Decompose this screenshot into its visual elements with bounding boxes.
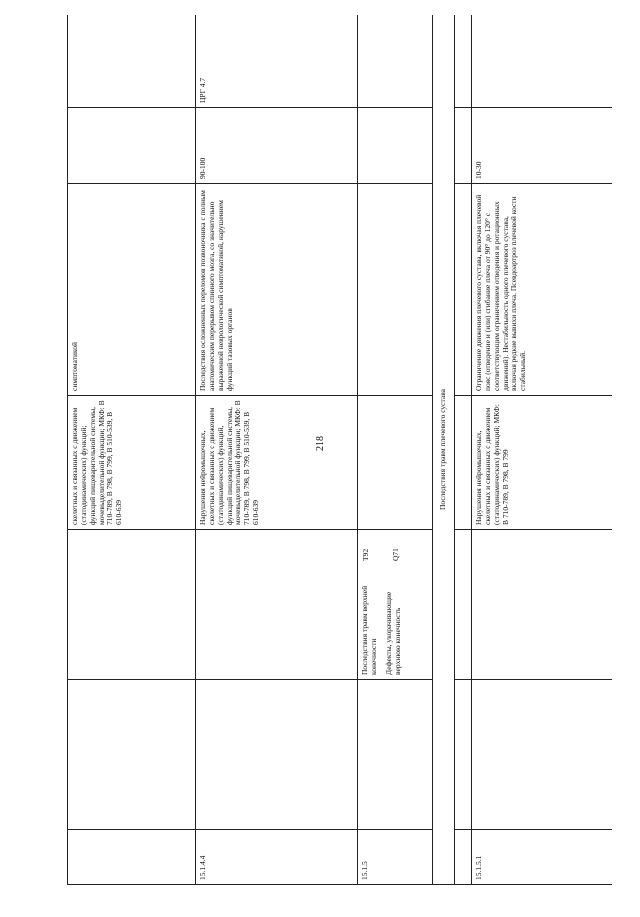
cell-functions: Нарушения нейромышечных, скелетных и связанных с движением (статодинамических) функций; МКФ: B 710-789, B 798, B 799: [472, 396, 613, 530]
cell-description: Последствия осложненных переломов позвоночника с полным анатомическим перерывом спинного мозга, со значительно выраженной неврологической симптоматикой, нарушением функций тазовых органов: [196, 184, 358, 396]
cell-code: 15.1.4.4: [196, 830, 358, 885]
cell-percent: [358, 108, 433, 184]
cell-spacer: [455, 830, 472, 885]
cell-spacer: [455, 530, 472, 680]
cell-clause: ЦРГ 4.7: [196, 15, 358, 108]
cell-code: [68, 830, 196, 885]
cell-clause: [472, 15, 613, 108]
cell-description: симптоматикой: [68, 184, 196, 396]
table-row: [358, 15, 433, 885]
cell-nosology: [68, 530, 196, 680]
icd-code-2: Q71: [391, 548, 400, 561]
table-row: [472, 15, 613, 885]
rotated-table-container: [67, 15, 612, 885]
cell-spacer: [455, 184, 472, 396]
nosology-text: Последствия травм верхней конечности: [360, 585, 378, 675]
cell-nosology: [358, 530, 433, 680]
cell-code: 15.1.5.1: [472, 830, 613, 885]
cell-nosology: [196, 530, 358, 680]
cell-description: Ограничение движения плечевого сустава, включая плечевой пояс (отведение и (или) сгибание плеча от 90° до 120° с соответствующим ограничением отведения и ротационных движений). Нестабильность одного плечевого сустава, включая редкие вывихи плеча. Псевдоартроз плечевой кости стабильный.: [472, 184, 613, 396]
cell-functions: скелетных и связанных с движением (статодинамических) функций; функций пищеварительной системы, мочевыделительной функции; МКФ: B 710-789, B 798, B 799, B 510-539, B 610-639: [68, 396, 196, 530]
page-number-text: 218: [314, 436, 326, 451]
cell-spacer: [455, 15, 472, 108]
cell-nosology: [472, 530, 613, 680]
cell-functions: Нарушения нейромышечных, скелетных и связанных с движением (статодинамических) функций, функций пищеварительной системы, мочевыделительной функции; МКФ: B 710-789, B 798, B 799, B 510-539, B 610-639: [196, 396, 358, 530]
cell-description: [358, 184, 433, 396]
section-row: [433, 15, 455, 885]
cell-empty: [358, 680, 433, 830]
cell-percent: 90-100: [196, 108, 358, 184]
cell-percent: 10-30: [472, 108, 613, 184]
spacer-row: [455, 15, 472, 885]
cell-functions: [358, 396, 433, 530]
cell-clause: [358, 15, 433, 108]
cell-code: 15.1.5: [358, 830, 433, 885]
cell-clause: [68, 15, 196, 108]
cell-empty: [472, 680, 613, 830]
cell-spacer: [455, 680, 472, 830]
cell-percent: [68, 108, 196, 184]
nosology-text-2: Дефекты, укорачивающие верхнюю конечность: [383, 591, 402, 675]
cell-empty: [68, 680, 196, 830]
table-row: [196, 15, 358, 885]
table-row: [68, 15, 196, 885]
section-title: Последствия травм плечевого сустава: [433, 15, 455, 885]
rotated-table-frame: [67, 15, 612, 885]
icd-code: T92: [361, 548, 370, 561]
cell-spacer: [455, 108, 472, 184]
cell-empty: [196, 680, 358, 830]
disability-criteria-table: [67, 15, 612, 885]
cell-spacer: [455, 396, 472, 530]
